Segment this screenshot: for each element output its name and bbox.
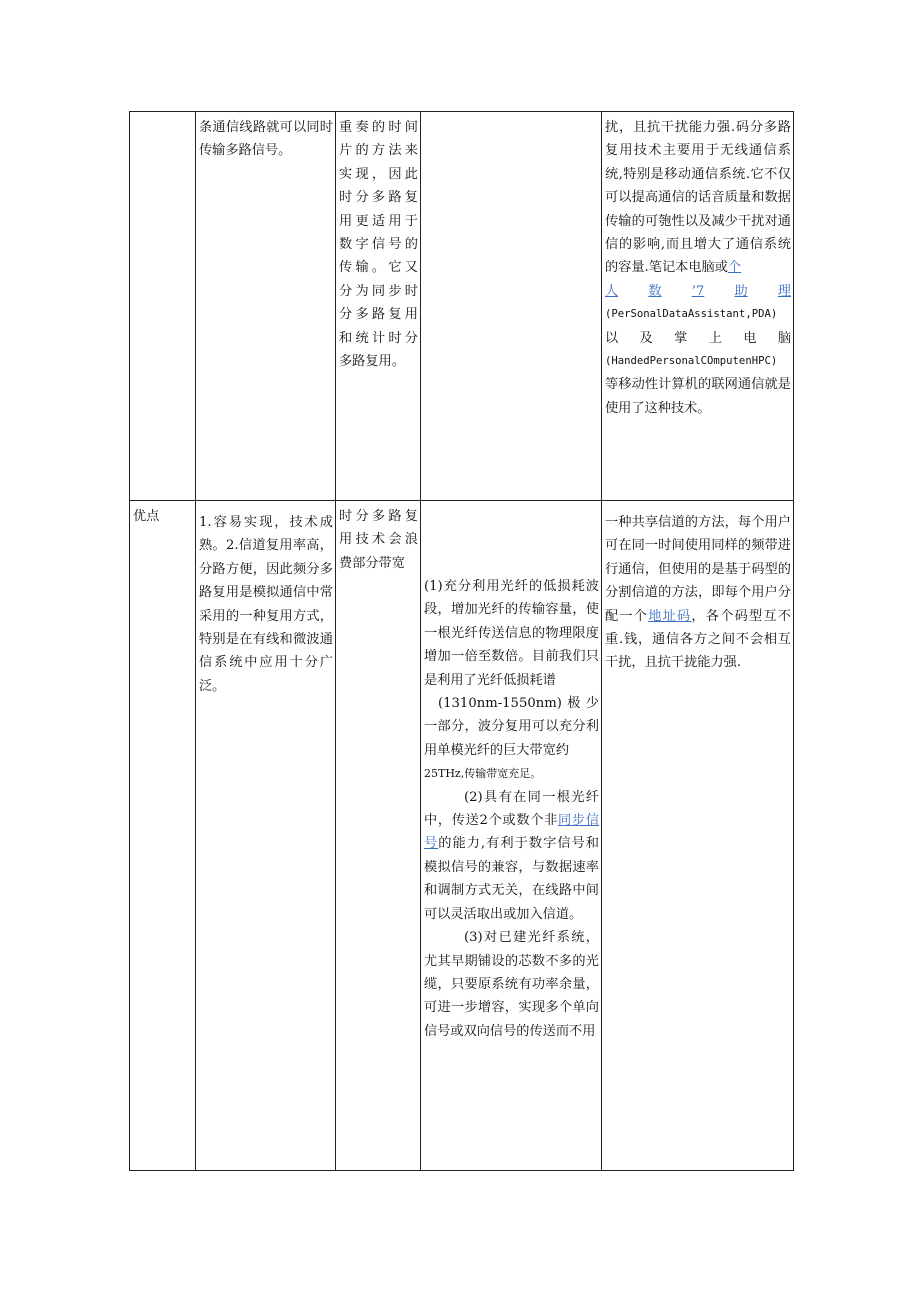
table-row [130, 501, 794, 1171]
wdm-point-1c: 25THz,传输带宽充足。 [424, 767, 542, 781]
row-label-advantages: 优点 [130, 501, 196, 1171]
handheld-char: 电 [743, 330, 757, 346]
handheld-line [605, 327, 791, 350]
pda-char: 理 [777, 283, 791, 299]
wdm-cell [421, 112, 602, 501]
table-row [130, 112, 794, 501]
handheld-char: 以 [605, 330, 619, 346]
pda-term: (PerSonalDataAssistant,PDA) [605, 308, 778, 321]
cdm-advantages-text-b: ，各个码型互不重.钱，通信各方之间不会相互干扰，且抗干拢能力强. [605, 608, 791, 671]
pda-link-line[interactable] [605, 280, 791, 303]
pda-char: 人 [605, 283, 619, 299]
fdm-advantages-cell [196, 501, 336, 1171]
pda-link-start[interactable]: 个 [727, 260, 742, 276]
pda-char: 助 [734, 283, 748, 299]
cdm-cell [602, 112, 794, 501]
handheld-char: 及 [639, 330, 653, 346]
wdm-point-2-text-a: (2)具有在同一根光纤中，传送2个或数个非 [424, 789, 599, 829]
fdm-advantages-text: 1.容易实现，技术成熟。2.信道复用率高，分路方便，因此频分多路复用是模拟通信中常采用的一种复用方式，特别是在有线和微波通信系统中应用十分广泛。 [199, 515, 333, 694]
cdm-advantages-text-a: 一种共享信道的方法，每个用户可在同一时间使用同样的频带进行通信，但使用的是基于码型的分割信道的方法，即每个用户分配一个 [605, 515, 791, 624]
cdm-text-2: 等移动性计算机的联网通信就是使用了这种技术。 [605, 377, 791, 416]
row-label-cell [130, 112, 196, 501]
sync-signal-link[interactable]: 同步信号 [424, 813, 600, 852]
pda-char: ’7 [691, 283, 705, 299]
fdm-cell: 条通信线路就可以同时传输多路信号。 [196, 112, 336, 501]
handheld-char: 掌 [674, 330, 688, 346]
cdm-advantages-cell [602, 501, 794, 1171]
tdm-advantages-cell: 时分多路复用技术会浪费部分带宽 [336, 501, 421, 1171]
handheld-char: 脑 [777, 330, 791, 346]
cdm-text-1: 扰，且抗干扰能力强.码分多路复用技术主要用于无线通信系统,特别是移动通信系统.它不仅可以提高通信的话音质量和数据传输的可匏性以及减少干扰对通信的影响,而且增大了通信系统的容量.笔记本电脑或 [605, 120, 791, 276]
address-code-link[interactable]: 地址码 [648, 608, 692, 624]
spacer [424, 505, 599, 575]
wdm-advantages-cell [421, 501, 602, 1171]
comparison-table [129, 111, 794, 1171]
wdm-point-2 [424, 786, 599, 926]
wdm-point-3 [424, 926, 599, 1043]
wdm-point-1b-text: (1310nm-1550nm)极少一部分，波分复用可以充分利用单模光纤的巨大带宽约 [424, 696, 599, 758]
wdm-point-1: (1)充分利用光纤的低损耗波段，增加光纤的传输容量，使一根光纤传送信息的物理限度增加一倍至数倍。目前我们只是利用了光纤低损耗谱 [424, 579, 599, 688]
hpc-term: (HandedPersonalCOmputenHPC) [605, 355, 778, 368]
handheld-char: 上 [708, 330, 722, 346]
pda-char: 数 [648, 283, 662, 299]
tdm-cell: 重奏的时间片的方法来实现，因此时分多路复用更适用于数字信号的传输。它又分为同步时分多路复用和统计时分多路复用。 [336, 112, 421, 501]
wdm-point-1b [424, 692, 599, 762]
wdm-point-2-text-b: 的能力,有利于数字信号和模拟信号的兼容，与数据速率和调制方式无关，在线路中间可以灵活取出或加入信道。 [424, 836, 599, 922]
wdm-point-3-text: (3)对已建光纤系统，尤其早期铺设的芯数不多的光缆，只要原系统有功率余量，可进一步增容，实现多个单向信号或双向信号的传送而不用 [424, 930, 599, 1039]
